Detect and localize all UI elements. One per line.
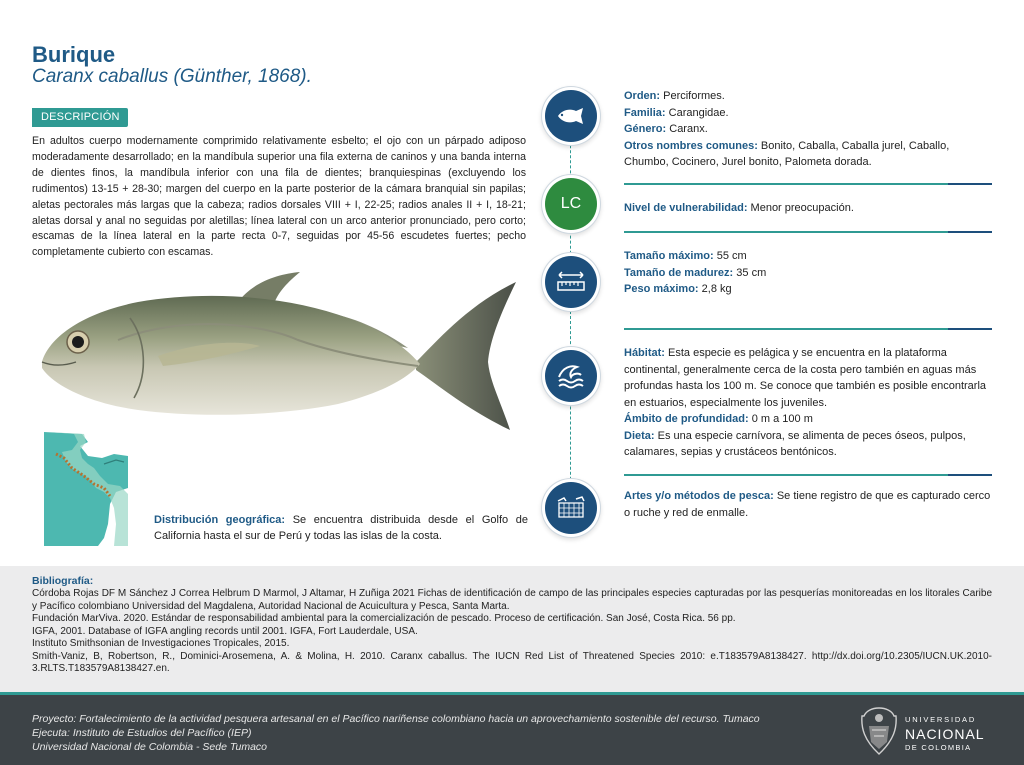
bibliography-ref: IGFA, 2001. Database of IGFA angling records until 2001. IGFA, Fort Lauderdale, USA. [32,625,418,637]
lc-status-icon [545,178,597,230]
fishing-label: Artes y/o métodos de pesca: [624,490,774,502]
vulnerability-value: Menor preocupación. [747,202,854,214]
common-names-value: Bonito, Caballa, Caballa jurel, Caballo, Chumbo, Cocinero, Jurel bonito, Palometa dorada. [624,139,950,168]
timeline-dashed-line [570,100,571,520]
bibliography-section [0,566,1024,692]
scientific-name: Caranx caballus (Günther, 1868). [32,66,312,87]
habitat-text: Esta especie es pelágica y se encuentra en la plataforma continental, generalmente cerca de la costa pero también en aguas más profundas hasta los 100 m. Se conoce que también es posible encontrarla en estuarios, especialmente los juveniles. [624,347,987,409]
logo-line-2: NACIONAL [905,725,985,742]
distribution-text: Se encuentra distribuida desde el Golfo de California hasta el sur de Perú y todas las islas de la costa. [154,514,528,542]
footer-university: Universidad Nacional de Colombia - Sede Tumaco [32,741,268,753]
max-weight-value: 2,8 kg [698,283,732,295]
footer-project: Proyecto: Fortalecimiento de la actividad pesquera artesanal en el Pacífico nariñense colombiano hacia un aprovechamiento sostenible del recurso. Tumaco [32,713,760,725]
university-shield-logo [858,706,900,756]
logo-line-3: DE COLOMBIA [905,742,972,752]
description-text: En adultos cuerpo modernamente comprimido relativamente esbelto; el ojo con un párpado adiposo moderadamente desarrollado; en la mandíbula superior una fila externa de caninos y una banda interna de dientes finos, la mandíbula inferior con una fila de dientes; branquiespinas (excluyendo los rudimentos) 13-15 + 28-30; margen del cuerpo en la parte posterior de la cámara branquial sin papilas; aletas pectorales más largas que la cabeza; radios dorsales VIII + I, 22-25; radios anales II + I, 18-21; aletas dorsal y anal no seguidas por aletillas; línea lateral con un arco anterior pronunciado, pero corto; escamas de la línea lateral en la parte recta 0-7, seguidas por 45-56 escudetes fuertes; pecho completamente cubierto con escamas. [32,135,526,259]
familia-label: Familia: [624,106,666,119]
bibliography-ref: Córdoba Rojas DF M Sánchez J Correa Helbrum D Marmol, J Altamar, H Zuñiga 2021 Fichas de identificación de campo de las principales especies capturadas por las pesquerías monitoreadas en los litorales Caribe y Pacífico colombiano Universidad del Magdalena, Autoridad Nacional de Acuicultura y Pesca, Santa Marta. [32,588,992,612]
diet-label: Dieta: [624,429,655,442]
divider [624,474,992,476]
fish-icon [545,90,597,142]
fishing-text: Se tiene registro de que es capturado cerco o ruche y red de enmalle. [624,490,991,519]
fish-illustration [38,270,518,440]
familia-value: Carangidae. [665,106,729,119]
max-size-value: 55 cm [713,250,747,262]
bibliography-ref: Instituto Smithsonian de Investigaciones Tropicales, 2015. [32,638,290,649]
distribution-map [44,428,128,546]
vulnerability-section [624,200,996,217]
max-weight-label: Peso máximo: [624,283,699,295]
orden-label: Orden: [624,90,661,102]
genero-value: Caranx. [666,123,708,135]
maturity-size-label: Tamaño de madurez: [624,266,734,279]
description-tag: DESCRIPCIÓN [32,108,128,127]
habitat-section [624,345,996,461]
habitat-label: Hábitat: [624,347,665,359]
fishing-net-icon [545,482,597,534]
bibliography-ref: Smith-Vaniz, B, Robertson, R., Dominici-Arosemena, A. & Molina, H. 2010. Caranx caballus. The IUCN Red List of Threatened Species 2010: e.T183579A8138427. http://dx.doi.org/10.2305/IUCN.UK.2010-3.RLTS.T183579A8138427.en. [32,650,992,674]
fishing-section [624,488,996,521]
bibliography-title: Bibliografía: [32,575,94,587]
depth-value: 0 m a 100 m [748,413,813,425]
bibliography-ref: Fundación MarViva. 2020. Estándar de responsabilidad ambiental para la comercialización de pescado. Proceso de certificación. San José, Costa Rica. 56 pp. [32,613,736,624]
common-names-label: Otros nombres comunes: [624,139,758,152]
logo-line-1: UNIVERSIDAD [905,715,977,724]
orden-value: Perciformes. [660,90,725,102]
page-title: Burique [32,42,116,67]
distribution-section [154,512,528,544]
divider [624,328,992,330]
waves-icon [545,350,597,402]
diet-text: Es una especie carnívora, se alimenta de peces óseos, pulpos, calamares, sepias y crustáceos bentónicos. [624,429,966,458]
divider [624,183,992,185]
ruler-icon [545,256,597,308]
divider [624,231,992,233]
lc-badge: LC [560,195,582,212]
footer-executor: Ejecuta: Instituto de Estudios del Pacífico (IEP) [32,727,252,739]
size-section [624,248,996,298]
maturity-size-value: 35 cm [733,266,767,279]
max-size-label: Tamaño máximo: [624,250,714,262]
taxonomy-section [624,88,996,171]
university-wordmark [905,716,985,751]
distribution-label: Distribución geográfica: [154,514,286,526]
genero-label: Género: [624,123,667,135]
depth-label: Ámbito de profundidad: [624,413,749,425]
vulnerability-label: Nivel de vulnerabilidad: [624,202,748,214]
